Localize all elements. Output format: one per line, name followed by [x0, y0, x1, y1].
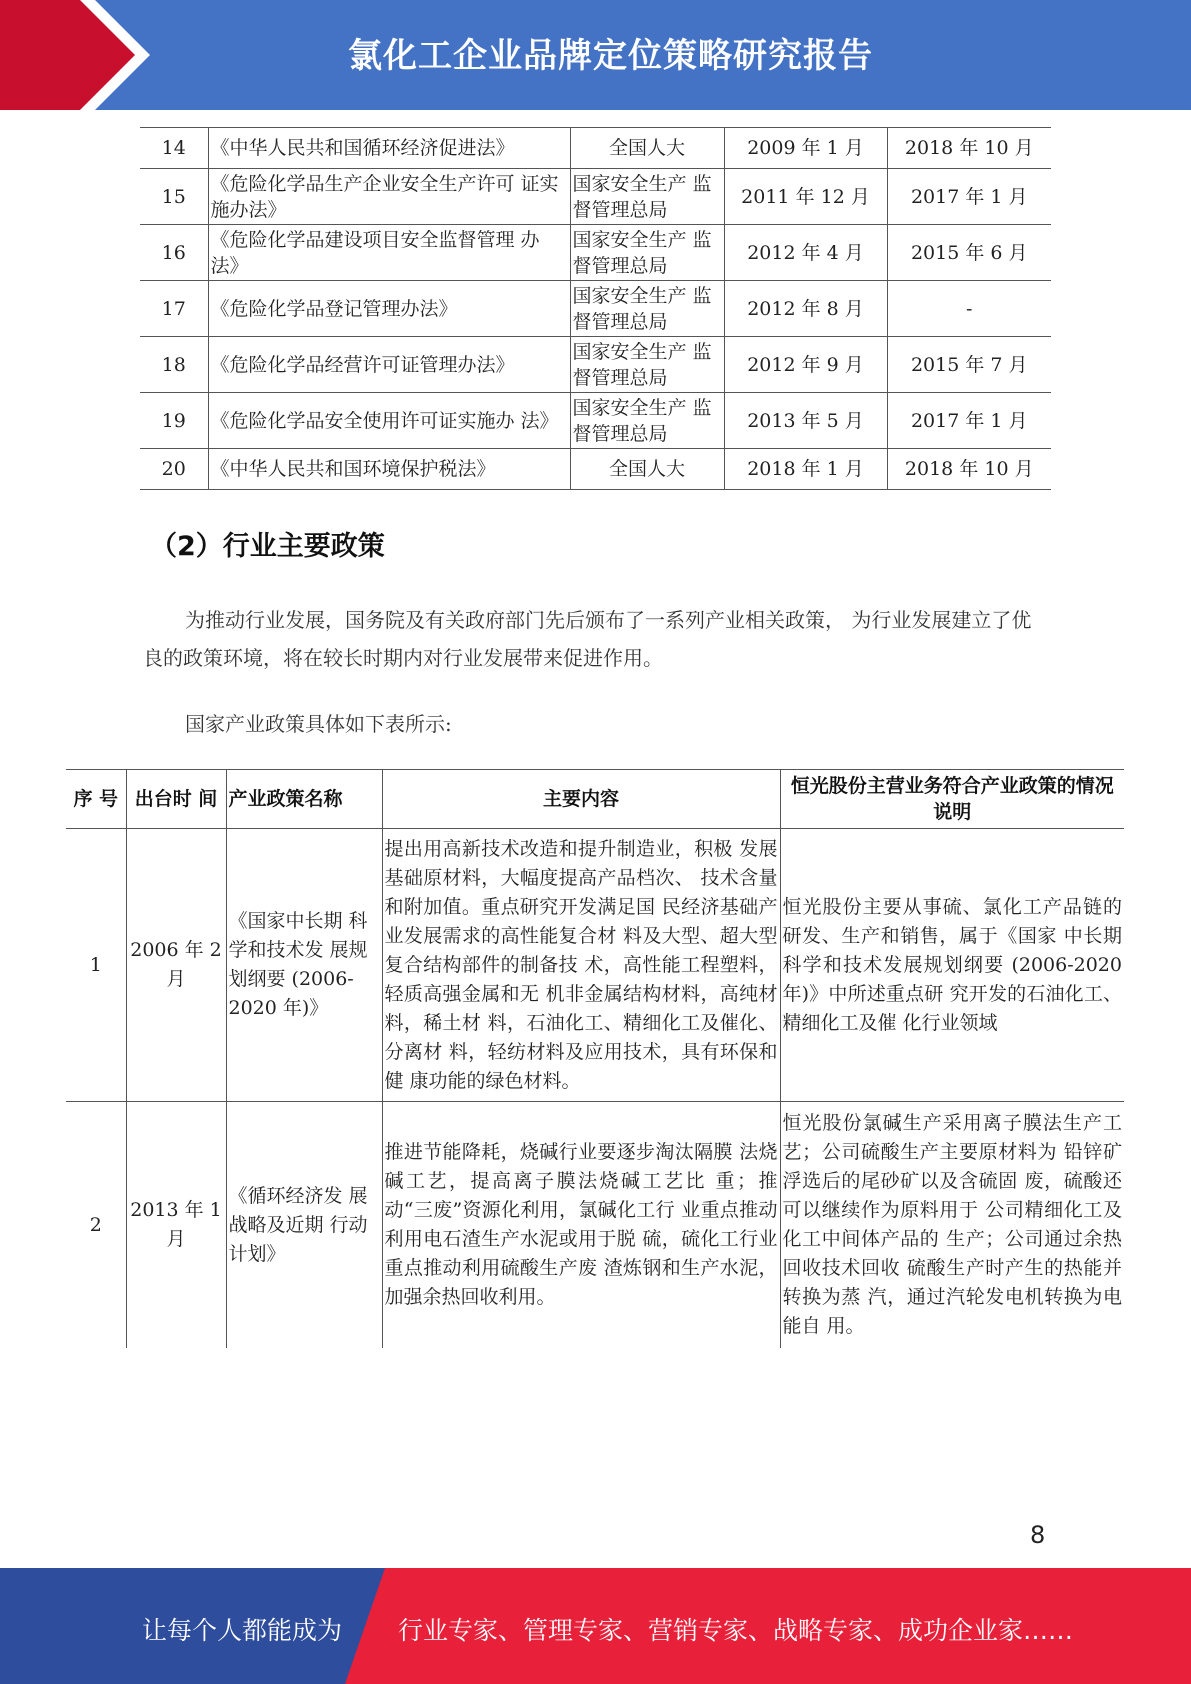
- cell-name: 《危险化学品生产企业安全生产许可 证实施办法》: [208, 169, 570, 225]
- cell-authority: 国家安全生产 监督管理总局: [570, 281, 724, 337]
- table-row: [66, 1102, 1124, 1349]
- table-row: [140, 169, 1051, 225]
- table-row: [140, 337, 1051, 393]
- cell-revised: -: [887, 281, 1051, 337]
- cell-name: 《危险化学品建设项目安全监督管理 办法》: [208, 225, 570, 281]
- cell-date: 2006 年 2 月: [126, 829, 226, 1102]
- cell-name: 《危险化学品经营许可证管理办法》: [208, 337, 570, 393]
- cell-revised: 2018 年 10 月: [887, 128, 1051, 169]
- cell-no: 14: [140, 128, 208, 169]
- cell-issued: 2013 年 5 月: [724, 393, 887, 449]
- header-no: 序 号: [66, 770, 126, 829]
- cell-no: 2: [89, 1213, 102, 1236]
- cell-revised: 2018 年 10 月: [887, 449, 1051, 490]
- cell-content: 推进节能降耗，烧碱行业要逐步淘汰隔膜 法烧碱工艺，提高离子膜法烧碱工艺比 重；推动“三废”资源化利用，氯碱化工行 业重点推动利用电石渣生产水泥或用于脱 硫，硫化工行业重点推动利用硫酸生产废 渣炼钢和生产水泥，加强余热回收利用。: [382, 1102, 780, 1349]
- cell-authority: 全国人大: [570, 449, 724, 490]
- cell-issued: 2011 年 12 月: [724, 169, 887, 225]
- cell-revised: 2017 年 1 月: [887, 169, 1051, 225]
- table-row: [140, 449, 1051, 490]
- cell-revised: 2015 年 6 月: [887, 225, 1051, 281]
- footer-slogan-left: 让每个人都能成为: [142, 1616, 343, 1645]
- section-title: （2）行业主要政策: [150, 531, 385, 562]
- table-row: [140, 225, 1051, 281]
- cell-authority: 国家安全生产 监督管理总局: [570, 169, 724, 225]
- policy-table-header: [66, 770, 1124, 829]
- table-row: [66, 829, 1124, 1102]
- page-number: 8: [1030, 1521, 1046, 1549]
- table-row: [140, 281, 1051, 337]
- cell-authority: 国家安全生产 监督管理总局: [570, 393, 724, 449]
- cell-content: 提出用高新技术改造和提升制造业，积极 发展基础原材料，大幅度提高产品档次、 技术含量和附加值。重点研究开发满足国 民经济基础产业发展需求的高性能复合材 料及大型、超大型复合结构部件的制备技 术，高性能工程塑料，轻质高强金属和无 机非金属结构材料，高纯材料，稀土材 料，石油化工、精细化工及催化、分离材 料，轻纺材料及应用技术，具有环保和健 康功能的绿色材料。: [382, 829, 780, 1102]
- cell-no: 1: [66, 829, 126, 1102]
- cell-issued: 2012 年 8 月: [724, 281, 887, 337]
- cell-compliance: 恒光股份主要从事硫、氯化工产品链的研发、生产和销售，属于《国家 中长期科学和技术发展规划纲要 (2006-2020 年)》中所述重点研 究开发的石油化工、精细化工及催 化行业领域: [780, 829, 1124, 1102]
- cell-name: 《循环经济发 展战略及近期 行动计划》: [226, 1102, 382, 1349]
- footer-slogan-right: 行业专家、管理专家、营销专家、战略专家、成功企业家……: [398, 1616, 1074, 1645]
- cell-authority: 国家安全生产 监督管理总局: [570, 225, 724, 281]
- cell-revised: 2017 年 1 月: [887, 393, 1051, 449]
- cell-authority: 全国人大: [570, 128, 724, 169]
- cell-no: 17: [140, 281, 208, 337]
- cell-issued: 2018 年 1 月: [724, 449, 887, 490]
- cell-issued: 2012 年 9 月: [724, 337, 887, 393]
- header-compliance: 恒光股份主营业务符合产业政策的情况说明: [780, 770, 1124, 829]
- cell-revised: 2015 年 7 月: [887, 337, 1051, 393]
- cell-name: 《危险化学品登记管理办法》: [208, 281, 570, 337]
- policy-table: [66, 769, 1124, 1348]
- header-content: 主要内容: [382, 770, 780, 829]
- report-title: 氯化工企业品牌定位策略研究报告: [348, 36, 873, 76]
- header-name: 产业政策名称: [226, 770, 382, 829]
- cell-no: 20: [140, 449, 208, 490]
- cell-compliance: 恒光股份氯碱生产采用离子膜法生产工艺；公司硫酸生产主要原材料为 铅锌矿浮选后的尾砂矿以及含硫固 废，硫酸还可以继续作为原料用于 公司精细化工及化工中间体产品的 生产；公司通过余热回收技术回收 硫酸生产时产生的热能并转换为蒸 汽，通过汽轮发电机转换为电能自 用。: [780, 1102, 1124, 1349]
- cell-no: 16: [140, 225, 208, 281]
- cell-issued: 2009 年 1 月: [724, 128, 887, 169]
- table-row: [140, 393, 1051, 449]
- cell-name: 《中华人民共和国循环经济促进法》: [208, 128, 570, 169]
- header-date: 出台时 间: [126, 770, 226, 829]
- cell-no: 18: [140, 337, 208, 393]
- cell-name: 《危险化学品安全使用许可证实施办 法》: [208, 393, 570, 449]
- table-intro: 国家产业政策具体如下表所示:: [185, 712, 452, 736]
- cell-name: 《中华人民共和国环境保护税法》: [208, 449, 570, 490]
- page-header: [0, 0, 1191, 110]
- cell-authority: 国家安全生产 监督管理总局: [570, 337, 724, 393]
- cell-issued: 2012 年 4 月: [724, 225, 887, 281]
- table-row: [140, 128, 1051, 169]
- page-footer: [0, 1568, 1191, 1684]
- regulations-table: [140, 127, 1051, 490]
- cell-no: 15: [140, 169, 208, 225]
- cell-no: 19: [140, 393, 208, 449]
- cell-date: 2013 年 1 月: [126, 1102, 226, 1349]
- cell-name: 《国家中长期 科学和技术发 展规划纲要 (2006-2020 年)》: [226, 829, 382, 1102]
- section-paragraph: 为推动行业发展，国务院及有关政府部门先后颁布了一系列产业相关政策， 为行业发展建立了优良的政策环境，将在较长时期内对行业发展带来促进作用。: [143, 608, 1032, 670]
